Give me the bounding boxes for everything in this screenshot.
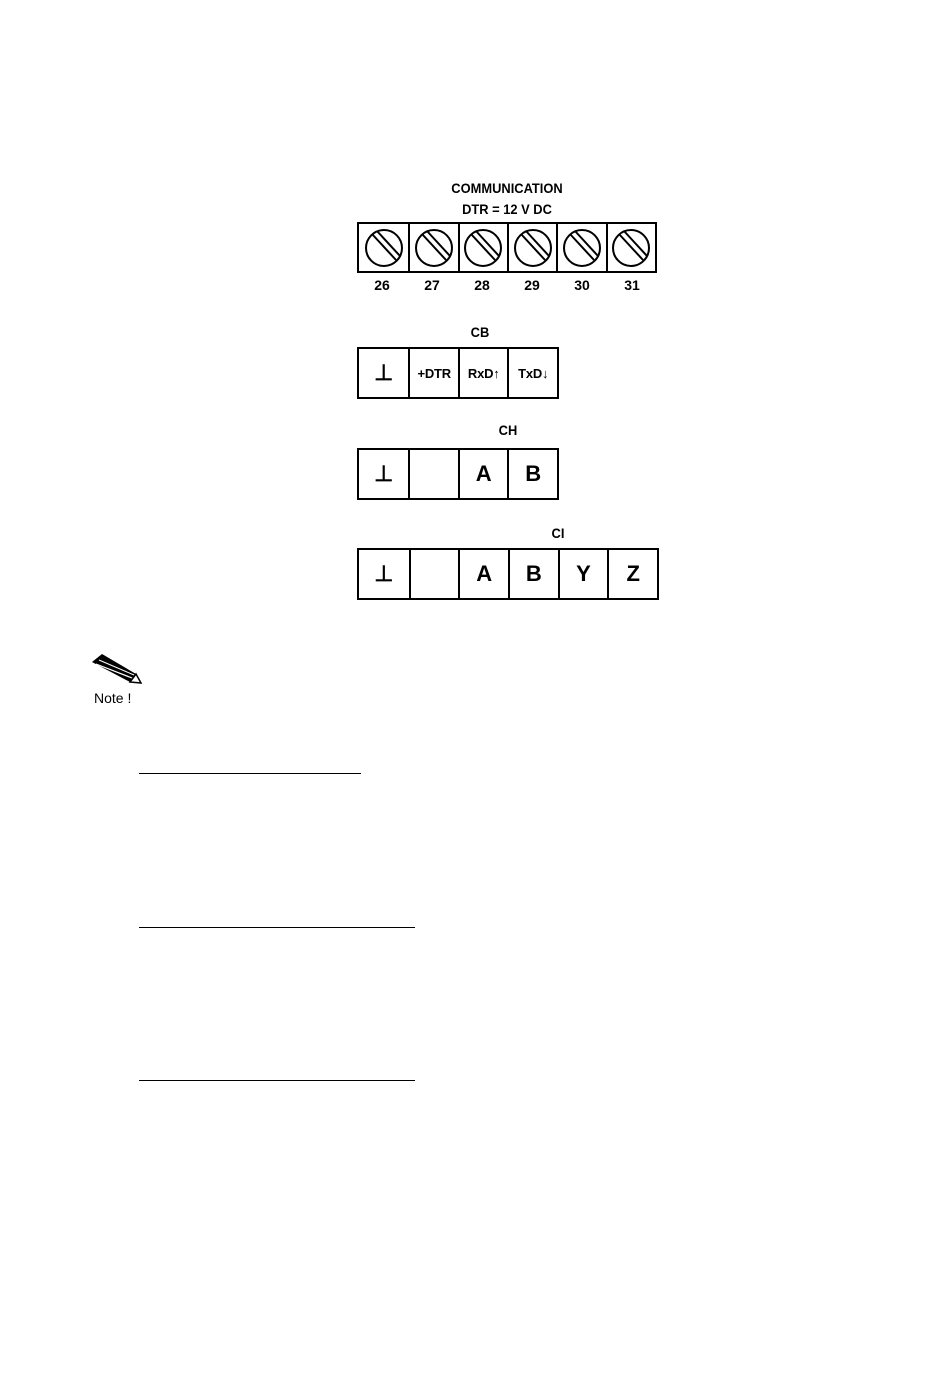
cb-cell-txd: TxD↓	[507, 349, 557, 397]
section-rule	[139, 773, 361, 774]
screw-icon	[461, 226, 505, 270]
note-block	[88, 652, 148, 712]
terminal-number: 29	[524, 277, 540, 293]
screw-terminal-30	[556, 224, 605, 271]
terminal-block	[357, 222, 657, 273]
ch-cell-a: A	[458, 450, 508, 498]
cb-cell-dtr: +DTR	[408, 349, 458, 397]
ci-cell-y: Y	[558, 550, 608, 598]
ci-terminal-row	[357, 548, 659, 600]
terminal-number: 27	[424, 277, 440, 293]
cb-cell-rxd: RxD↑	[458, 349, 508, 397]
communication-subtitle: DTR = 12 V DC	[462, 201, 552, 217]
section-rule	[139, 1080, 415, 1081]
terminal-number: 26	[374, 277, 390, 293]
screw-icon	[511, 226, 555, 270]
note-label: Note !	[94, 690, 132, 706]
cb-cell-ground: ⊥	[374, 360, 394, 385]
screw-terminal-28	[458, 224, 507, 271]
ci-cell-empty	[409, 550, 459, 598]
screw-icon	[362, 226, 406, 270]
screw-icon	[609, 226, 653, 270]
terminal-number: 28	[474, 277, 490, 293]
screw-terminal-29	[507, 224, 556, 271]
terminal-number: 31	[624, 277, 640, 293]
section-rule	[139, 927, 415, 928]
ch-cell-empty	[408, 450, 458, 498]
ci-cell-ground: ⊥	[374, 561, 394, 586]
ci-cell-a: A	[458, 550, 508, 598]
screw-icon	[412, 226, 456, 270]
screw-terminal-27	[408, 224, 457, 271]
cb-label: CB	[470, 324, 490, 340]
screw-terminal-31	[606, 224, 655, 271]
ci-cell-b: B	[508, 550, 558, 598]
ch-cell-b: B	[507, 450, 557, 498]
communication-title: COMMUNICATION	[451, 180, 563, 196]
ci-label: CI	[551, 525, 565, 541]
cb-terminal-row	[357, 347, 559, 399]
ch-terminal-row	[357, 448, 559, 500]
terminal-number: 30	[574, 277, 590, 293]
ci-cell-z: Z	[607, 550, 657, 598]
screw-icon	[560, 226, 604, 270]
ch-label: CH	[498, 422, 518, 438]
pencil-icon	[90, 652, 142, 686]
ch-cell-ground: ⊥	[374, 461, 394, 486]
screw-terminal-26	[359, 224, 408, 271]
